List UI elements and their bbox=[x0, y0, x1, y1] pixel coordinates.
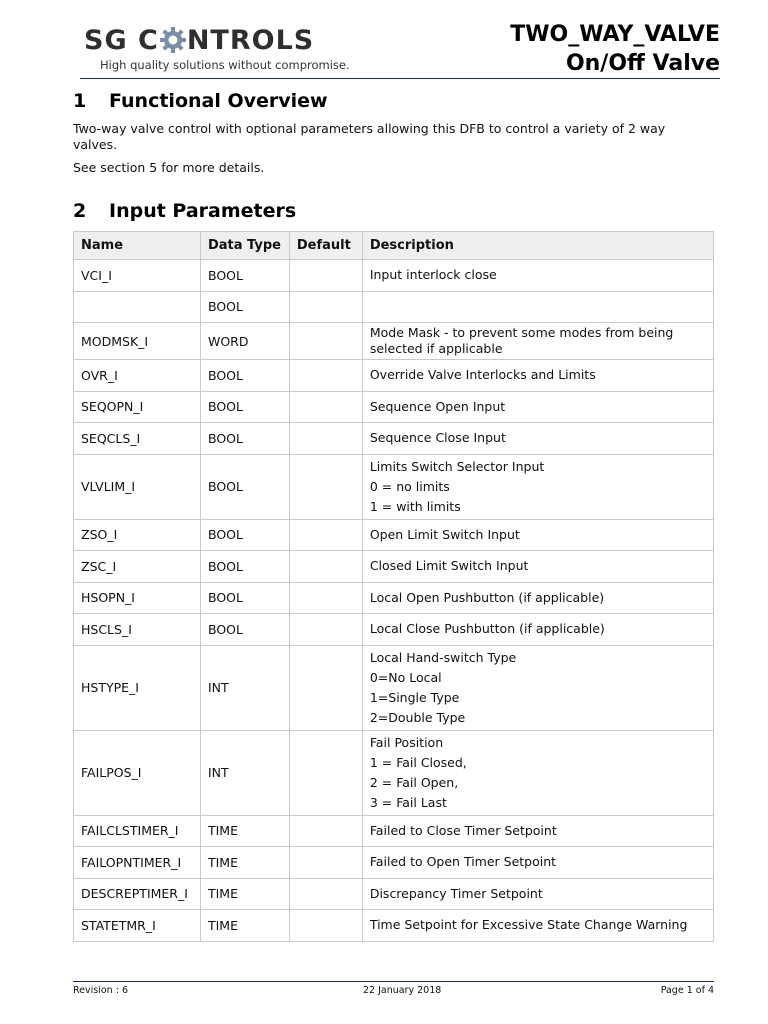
param-name-cell: ZSC_I bbox=[74, 551, 201, 583]
param-default-cell bbox=[289, 730, 362, 815]
document-title-line1: TWO_WAY_VALVE bbox=[510, 22, 720, 47]
param-type-cell: BOOL bbox=[200, 360, 289, 392]
description-line: Closed Limit Switch Input bbox=[369, 558, 529, 574]
gear-icon bbox=[160, 27, 186, 53]
description-line: 0 = no limits bbox=[369, 478, 450, 494]
table-row bbox=[74, 730, 714, 815]
param-description-cell bbox=[362, 910, 713, 942]
param-description-cell bbox=[362, 847, 713, 879]
param-type-cell: BOOL bbox=[200, 260, 289, 292]
table-row bbox=[74, 323, 714, 360]
company-logo bbox=[84, 24, 350, 74]
footer-revision: Revision : 6 bbox=[73, 985, 128, 996]
param-name-cell: SEQCLS_I bbox=[74, 423, 201, 455]
description-line: 1 = Fail Closed, bbox=[369, 754, 467, 770]
param-default-cell bbox=[289, 423, 362, 455]
description-line: Open Limit Switch Input bbox=[369, 526, 520, 542]
param-default-cell bbox=[289, 910, 362, 942]
footer-divider bbox=[73, 981, 714, 982]
param-name-cell: MODMSK_I bbox=[74, 323, 201, 360]
param-name-cell: HSTYPE_I bbox=[74, 645, 201, 730]
description-line: 2=Double Type bbox=[369, 709, 466, 725]
param-default-cell bbox=[289, 519, 362, 551]
param-default-cell bbox=[289, 847, 362, 879]
param-default-cell bbox=[289, 582, 362, 614]
section-title: Input Parameters bbox=[109, 200, 297, 222]
column-header-data-type: Data Type bbox=[200, 232, 289, 260]
param-default-cell bbox=[289, 454, 362, 519]
param-name-cell: HSCLS_I bbox=[74, 614, 201, 646]
table-row bbox=[74, 815, 714, 847]
param-type-cell: BOOL bbox=[200, 454, 289, 519]
param-type-cell: WORD bbox=[200, 323, 289, 360]
param-description-cell bbox=[362, 260, 713, 292]
document-title-line2: On/Off Valve bbox=[565, 51, 720, 76]
param-type-cell: TIME bbox=[200, 910, 289, 942]
description-line: Local Open Pushbutton (if applicable) bbox=[369, 589, 605, 605]
table-body bbox=[74, 260, 714, 942]
description-line: Discrepancy Timer Setpoint bbox=[369, 885, 543, 901]
description-line: Time Setpoint for Excessive State Change Warning bbox=[369, 917, 688, 933]
param-default-cell bbox=[289, 291, 362, 323]
column-header-name: Name bbox=[74, 232, 201, 260]
description-line: Mode Mask - to prevent some modes from being selected if applicable bbox=[369, 325, 674, 356]
table-row bbox=[74, 291, 714, 323]
param-type-cell: TIME bbox=[200, 815, 289, 847]
column-header-description: Description bbox=[362, 232, 713, 260]
logo-wordmark: SG C NTROLS bbox=[84, 25, 315, 56]
table-row bbox=[74, 582, 714, 614]
param-name-cell bbox=[74, 291, 201, 323]
param-description-cell bbox=[362, 391, 713, 423]
param-description-cell bbox=[362, 454, 713, 519]
param-type-cell: BOOL bbox=[200, 582, 289, 614]
section-number: 2 bbox=[73, 200, 87, 222]
description-line: Failed to Open Timer Setpoint bbox=[369, 854, 557, 870]
param-description-cell bbox=[362, 423, 713, 455]
param-name-cell: ZSO_I bbox=[74, 519, 201, 551]
param-type-cell: TIME bbox=[200, 878, 289, 910]
overview-paragraph: Two-way valve control with optional parameters allowing this DFB to control a variety of 2 way valves. bbox=[73, 121, 666, 152]
description-line: 3 = Fail Last bbox=[369, 794, 447, 810]
section-1-heading bbox=[73, 90, 328, 112]
param-type-cell: TIME bbox=[200, 847, 289, 879]
param-description-cell bbox=[362, 645, 713, 730]
param-name-cell: FAILPOS_I bbox=[74, 730, 201, 815]
param-type-cell: BOOL bbox=[200, 519, 289, 551]
param-description-cell bbox=[362, 323, 713, 360]
param-name-cell: DESCREPTIMER_I bbox=[74, 878, 201, 910]
table-row bbox=[74, 360, 714, 392]
header-divider bbox=[80, 78, 720, 79]
table-row bbox=[74, 614, 714, 646]
logo-tagline: High quality solutions without compromise. bbox=[100, 58, 350, 72]
param-type-cell: BOOL bbox=[200, 291, 289, 323]
description-line: 0=No Local bbox=[369, 669, 442, 685]
input-parameters-table bbox=[73, 231, 714, 942]
param-description-cell bbox=[362, 582, 713, 614]
description-line: Local Close Pushbutton (if applicable) bbox=[369, 621, 605, 637]
param-default-cell bbox=[289, 260, 362, 292]
table-row bbox=[74, 847, 714, 879]
section-number: 1 bbox=[73, 90, 87, 112]
param-name-cell: SEQOPN_I bbox=[74, 391, 201, 423]
param-default-cell bbox=[289, 551, 362, 583]
param-default-cell bbox=[289, 391, 362, 423]
document-title bbox=[510, 20, 720, 78]
table-row bbox=[74, 910, 714, 942]
param-type-cell: BOOL bbox=[200, 391, 289, 423]
description-line: 2 = Fail Open, bbox=[369, 774, 459, 790]
param-default-cell bbox=[289, 815, 362, 847]
param-description-cell bbox=[362, 551, 713, 583]
table-row bbox=[74, 645, 714, 730]
footer-page-number: Page 1 of 4 bbox=[660, 985, 714, 996]
param-type-cell: BOOL bbox=[200, 551, 289, 583]
param-description-cell bbox=[362, 730, 713, 815]
param-default-cell bbox=[289, 360, 362, 392]
param-description-cell bbox=[362, 360, 713, 392]
description-line: Fail Position bbox=[369, 734, 444, 750]
param-default-cell bbox=[289, 878, 362, 910]
description-line: Local Hand-switch Type bbox=[369, 649, 517, 665]
description-line: Sequence Close Input bbox=[369, 430, 506, 446]
param-name-cell: VLVLIM_I bbox=[74, 454, 201, 519]
param-description-cell bbox=[362, 614, 713, 646]
footer-date: 22 January 2018 bbox=[363, 985, 442, 996]
param-name-cell: FAILOPNTIMER_I bbox=[74, 847, 201, 879]
description-line: Failed to Close Timer Setpoint bbox=[369, 822, 557, 838]
table-row bbox=[74, 878, 714, 910]
param-type-cell: INT bbox=[200, 645, 289, 730]
param-default-cell bbox=[289, 323, 362, 360]
table-row bbox=[74, 391, 714, 423]
table-row bbox=[74, 519, 714, 551]
description-line: 1 = with limits bbox=[369, 498, 461, 514]
table-row bbox=[74, 454, 714, 519]
param-description-cell bbox=[362, 878, 713, 910]
description-line: Sequence Open Input bbox=[369, 398, 506, 414]
param-default-cell bbox=[289, 645, 362, 730]
param-name-cell: STATETMR_I bbox=[74, 910, 201, 942]
description-line: Limits Switch Selector Input bbox=[369, 458, 545, 474]
table-row bbox=[74, 423, 714, 455]
table-header-row bbox=[74, 232, 714, 260]
param-type-cell: BOOL bbox=[200, 614, 289, 646]
param-description-cell bbox=[362, 519, 713, 551]
param-description-cell bbox=[362, 815, 713, 847]
overview-reference: See section 5 for more details. bbox=[73, 160, 265, 175]
param-type-cell: INT bbox=[200, 730, 289, 815]
param-name-cell: VCI_I bbox=[74, 260, 201, 292]
column-header-default: Default bbox=[289, 232, 362, 260]
param-description-cell bbox=[362, 291, 713, 323]
param-name-cell: HSOPN_I bbox=[74, 582, 201, 614]
section-title: Functional Overview bbox=[109, 90, 328, 112]
table-row bbox=[74, 260, 714, 292]
description-line: 1=Single Type bbox=[369, 689, 460, 705]
description-line: Input interlock close bbox=[369, 267, 497, 283]
param-name-cell: OVR_I bbox=[74, 360, 201, 392]
param-name-cell: FAILCLSTIMER_I bbox=[74, 815, 201, 847]
param-type-cell: BOOL bbox=[200, 423, 289, 455]
param-default-cell bbox=[289, 614, 362, 646]
table-row bbox=[74, 551, 714, 583]
description-line: Override Valve Interlocks and Limits bbox=[369, 367, 596, 383]
section-2-heading bbox=[73, 200, 296, 222]
